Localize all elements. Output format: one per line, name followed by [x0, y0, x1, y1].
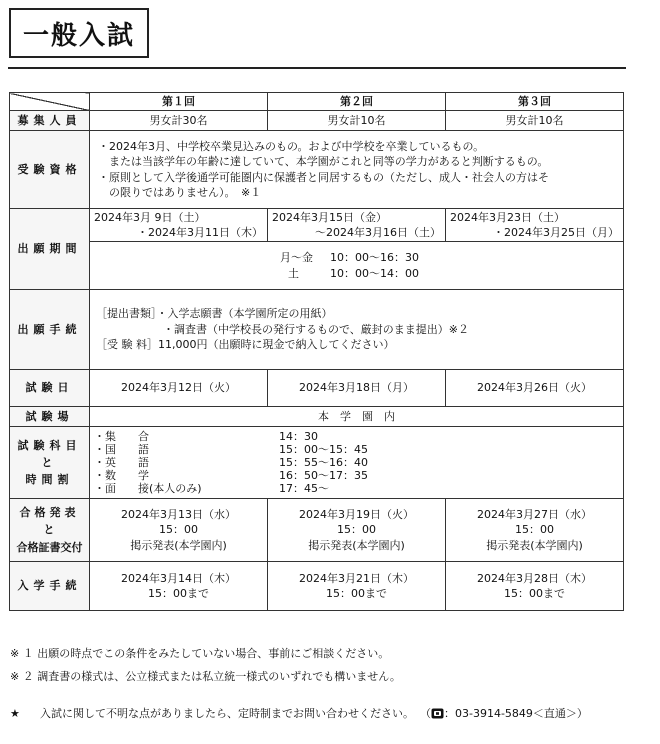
contact-phone[interactable]: ：03-3914-5849＜直通＞） — [444, 707, 588, 720]
eligibility-content — [90, 131, 624, 209]
application-period-label: 出願期間 — [10, 209, 90, 290]
round-3-header: 第３回 — [446, 93, 624, 111]
doc-2: ・調査書（中学校長の発行するもので、厳封のまま提出）※２ — [163, 322, 469, 336]
subject-name: ・数 学 — [94, 469, 149, 483]
enrollment-round-3 — [446, 562, 624, 611]
enrollment-date: 2024年3月14日（木） — [121, 571, 236, 585]
page-title: 一般入試 — [9, 8, 149, 58]
results-label-line: と — [43, 523, 56, 537]
subject-time: 15：00〜15：45 — [279, 442, 368, 456]
doc-1: ・入学志願書（本学園所定の用紙） — [156, 307, 333, 321]
results-round-3 — [446, 499, 624, 562]
procedure-content — [90, 290, 624, 370]
eligibility-label: 受験資格 — [10, 131, 90, 209]
admission-table — [9, 92, 624, 611]
footnote-2: ※ ２ 調査書の様式は、公立様式または私立統一様式のいずれでも構いません。 — [10, 670, 401, 683]
contact-line — [10, 705, 588, 721]
subject-list — [94, 430, 619, 496]
contact-paren: （ — [420, 707, 431, 720]
corner-cell — [10, 93, 90, 111]
subject-time: 14：30 — [279, 429, 318, 443]
enrollment-time: 15：00まで — [326, 587, 387, 600]
application-period-round-3 — [446, 209, 624, 242]
enrollment-label: 入学手続 — [10, 562, 90, 611]
period-from: 2024年3月23日（土） — [450, 210, 565, 224]
subjects-label-line: 時間割 — [25, 473, 74, 487]
exam-date-round-1: 2024年3月12日（火） — [90, 370, 268, 407]
eligibility-row — [10, 131, 624, 209]
eligibility-line: または当該学年の年齢に達していて、本学園がこれと同等の学力があると判断するもの。 — [98, 155, 549, 169]
subject-time: 17：45〜 — [279, 482, 329, 496]
enrollment-row — [10, 562, 624, 611]
exam-date-round-3: 2024年3月26日（火） — [446, 370, 624, 407]
exam-date-label: 試験日 — [10, 370, 90, 407]
application-hours-row — [10, 242, 624, 290]
result-date: 2024年3月19日（火） — [299, 507, 414, 521]
venue-label: 試験場 — [10, 407, 90, 427]
procedure-label: 出願手続 — [10, 290, 90, 370]
result-place: 掲示発表(本学園内) — [486, 538, 583, 552]
docs-label: ［提出書類］ — [96, 307, 157, 321]
recruit-round-1: 男女計30名 — [90, 111, 268, 131]
hours-day: 土 — [288, 266, 299, 280]
result-date: 2024年3月27日（水） — [477, 507, 592, 521]
subject-time: 16：50〜17：35 — [279, 469, 368, 483]
subject-time: 15：55〜16：40 — [279, 455, 368, 469]
results-label-line: 合格証書交付 — [16, 540, 83, 554]
subjects-content — [90, 427, 624, 499]
results-label — [10, 499, 90, 562]
recruit-label: 募集人員 — [10, 111, 90, 131]
round-1-header: 第１回 — [90, 93, 268, 111]
application-period-round-2 — [268, 209, 446, 242]
result-time: 15：00 — [337, 523, 376, 537]
phone-icon — [431, 708, 444, 719]
header-row — [10, 93, 624, 111]
subject-name: ・国 語 — [94, 442, 149, 456]
star-icon: ★ — [10, 706, 20, 720]
result-date: 2024年3月13日（水） — [121, 507, 236, 521]
application-hours — [90, 242, 624, 290]
application-period-round-1 — [90, 209, 268, 242]
recruit-row — [10, 111, 624, 131]
venue-row — [10, 407, 624, 427]
period-from: 2024年3月 9日（土） — [94, 210, 206, 224]
venue-value: 本 学 園 内 — [90, 407, 624, 427]
exam-date-row — [10, 370, 624, 407]
subjects-label — [10, 427, 90, 499]
result-place: 掲示発表(本学園内) — [130, 538, 227, 552]
subjects-label-line: と — [41, 455, 58, 469]
enrollment-round-2 — [268, 562, 446, 611]
hours-time: 10：00〜14：00 — [330, 266, 419, 280]
subjects-label-line: 試験科目 — [17, 438, 82, 452]
period-to: ・2024年3月11日（木） — [137, 226, 263, 239]
enrollment-date: 2024年3月21日（木） — [299, 571, 414, 585]
title-divider — [8, 67, 626, 69]
eligibility-line: ・原則として入学後通学可能圏内に保護者と同居するもの（ただし、成人・社会人の方はそ — [98, 170, 549, 184]
subjects-row — [10, 427, 624, 499]
enrollment-time: 15：00まで — [504, 587, 565, 600]
hours-time: 10：00〜16：30 — [330, 251, 419, 265]
enrollment-round-1 — [90, 562, 268, 611]
recruit-round-3: 男女計10名 — [446, 111, 624, 131]
results-label-line: 合格発表 — [19, 506, 80, 520]
subject-name: ・面 接(本人のみ) — [94, 482, 202, 496]
round-2-header: 第２回 — [268, 93, 446, 111]
fee-label: ［受 験 料］ — [96, 338, 158, 352]
exam-date-round-2: 2024年3月18日（月） — [268, 370, 446, 407]
fee-value: 11,000円（出願時に現金で納入してください） — [158, 338, 395, 352]
results-round-2 — [268, 499, 446, 562]
procedure-row — [10, 290, 624, 370]
period-from: 2024年3月15日（金） — [272, 210, 387, 224]
procedure-doc-line — [96, 306, 619, 321]
enrollment-date: 2024年3月28日（木） — [477, 571, 592, 585]
enrollment-time: 15：00まで — [148, 587, 209, 600]
results-row — [10, 499, 624, 562]
footnote-1: ※ １ 出願の時点でこの条件をみたしていない場合、事前にご相談ください。 — [10, 647, 390, 660]
contact-text: 入試に関して不明な点がありましたら、定時制までお問い合わせください。 — [40, 707, 414, 720]
result-time: 15：00 — [159, 523, 198, 537]
eligibility-line: の限りではありません）。 ※１ — [98, 185, 262, 199]
application-dates-row — [10, 209, 624, 242]
hours-day: 月〜金 — [280, 251, 313, 265]
subject-name: ・集 合 — [94, 429, 149, 443]
procedure-fee-line — [96, 337, 619, 352]
result-place: 掲示発表(本学園内) — [308, 538, 405, 552]
recruit-round-2: 男女計10名 — [268, 111, 446, 131]
subject-name: ・英 語 — [94, 455, 149, 469]
period-to: ・2024年3月25日（月） — [493, 226, 619, 239]
results-round-1 — [90, 499, 268, 562]
period-to: 〜2024年3月16日（土） — [315, 226, 441, 239]
eligibility-line: ・2024年3月、中学校卒業見込みのもの。および中学校を卒業しているもの。 — [98, 139, 485, 153]
result-time: 15：00 — [515, 523, 554, 537]
